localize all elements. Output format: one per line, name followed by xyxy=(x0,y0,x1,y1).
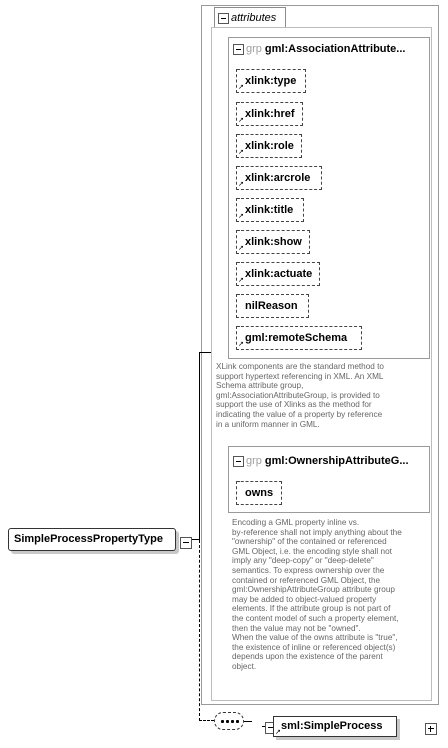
child-element-name: sml:SimpleProcess xyxy=(281,720,383,732)
sequence-compositor[interactable] xyxy=(214,712,244,730)
attribute-item[interactable] xyxy=(236,134,302,158)
attribute-item-label: gml:remoteSchema xyxy=(245,332,348,344)
reference-arrow-icon: ↗ xyxy=(238,84,244,91)
attribute-item[interactable] xyxy=(236,166,322,190)
ownership-group-title[interactable] xyxy=(233,453,428,469)
main-element-box[interactable] xyxy=(8,528,176,551)
collapse-icon[interactable] xyxy=(233,44,244,55)
child-element-box[interactable] xyxy=(273,716,397,737)
connector-line xyxy=(199,352,200,540)
attribute-item-label: xlink:title xyxy=(245,204,294,216)
ownership-group-description: Encoding a GML property inline vs. by-reference shall not imply anything about the "ownership" of the contained or referenced GML Object, i.e. the encoding style shall not imply any "deep-copy" or "deep-delete" semantics. To express ownership over the contained or referenced GML Object, the gml:OwnershipAttributeGroup attribute group may be added to object-valued property elements. If the attribute group is not part of the content model of such a property element, then the value may not be "owned". When the value of the owns attribute is "true", the existence of inline or referenced object(s) depends upon the existence of the parent object. xyxy=(232,518,402,671)
attribute-item[interactable] xyxy=(236,102,303,126)
reference-arrow-icon: ↗ xyxy=(238,245,244,252)
main-element-name: SimpleProcessPropertyType xyxy=(14,533,163,545)
attribute-item[interactable] xyxy=(236,230,310,254)
reference-arrow-icon: ↗ xyxy=(238,117,244,124)
attributes-tab-label: attributes xyxy=(231,12,277,24)
attribute-item[interactable] xyxy=(236,262,320,286)
connector-line xyxy=(244,721,252,722)
attribute-item[interactable] xyxy=(236,69,306,93)
collapse-icon[interactable] xyxy=(180,537,192,549)
reference-arrow-icon: ↗ xyxy=(275,729,281,736)
attribute-item-label: xlink:show xyxy=(245,236,302,248)
ownership-group-name: gml:OwnershipAttributeG... xyxy=(264,455,409,467)
attribute-owns-label: owns xyxy=(245,487,274,499)
reference-arrow-icon: ↗ xyxy=(238,181,244,188)
expand-icon[interactable] xyxy=(425,723,437,735)
attributes-tab[interactable] xyxy=(214,7,286,28)
attribute-owns[interactable] xyxy=(236,481,282,505)
group-kind-label: grp xyxy=(246,43,262,55)
association-group-title[interactable] xyxy=(233,41,428,57)
attribute-item[interactable] xyxy=(236,198,304,222)
collapse-icon[interactable] xyxy=(218,13,229,24)
attribute-item-label: nilReason xyxy=(245,300,298,312)
connector-line-dashed xyxy=(199,720,214,721)
connector-line-dashed xyxy=(199,540,200,721)
reference-arrow-icon: ↗ xyxy=(238,213,244,220)
attribute-item-label: xlink:actuate xyxy=(245,268,313,280)
attribute-item[interactable] xyxy=(236,326,362,350)
attribute-item-label: xlink:href xyxy=(245,108,295,120)
attribute-item-label: xlink:type xyxy=(245,75,297,87)
association-group-name: gml:AssociationAttribute... xyxy=(264,43,406,55)
reference-arrow-icon: ↗ xyxy=(238,277,244,284)
attribute-item[interactable] xyxy=(236,294,309,318)
association-group-description: XLink components are the standard method to support hypertext referencing in XML. An XML Schema attribute group, gml:AssociationAttributeGroup, is provided to support the use of Xlinks as the method for indicating the value of a property by reference in a uniform manner in GML. xyxy=(216,362,384,429)
reference-arrow-icon: ↗ xyxy=(238,149,244,156)
attribute-item-label: xlink:role xyxy=(245,140,294,152)
group-kind-label: grp xyxy=(246,455,262,467)
reference-arrow-icon: ↗ xyxy=(238,341,244,348)
collapse-icon[interactable] xyxy=(233,456,244,467)
attribute-item-label: xlink:arcrole xyxy=(245,172,311,184)
connector-line xyxy=(199,352,211,353)
